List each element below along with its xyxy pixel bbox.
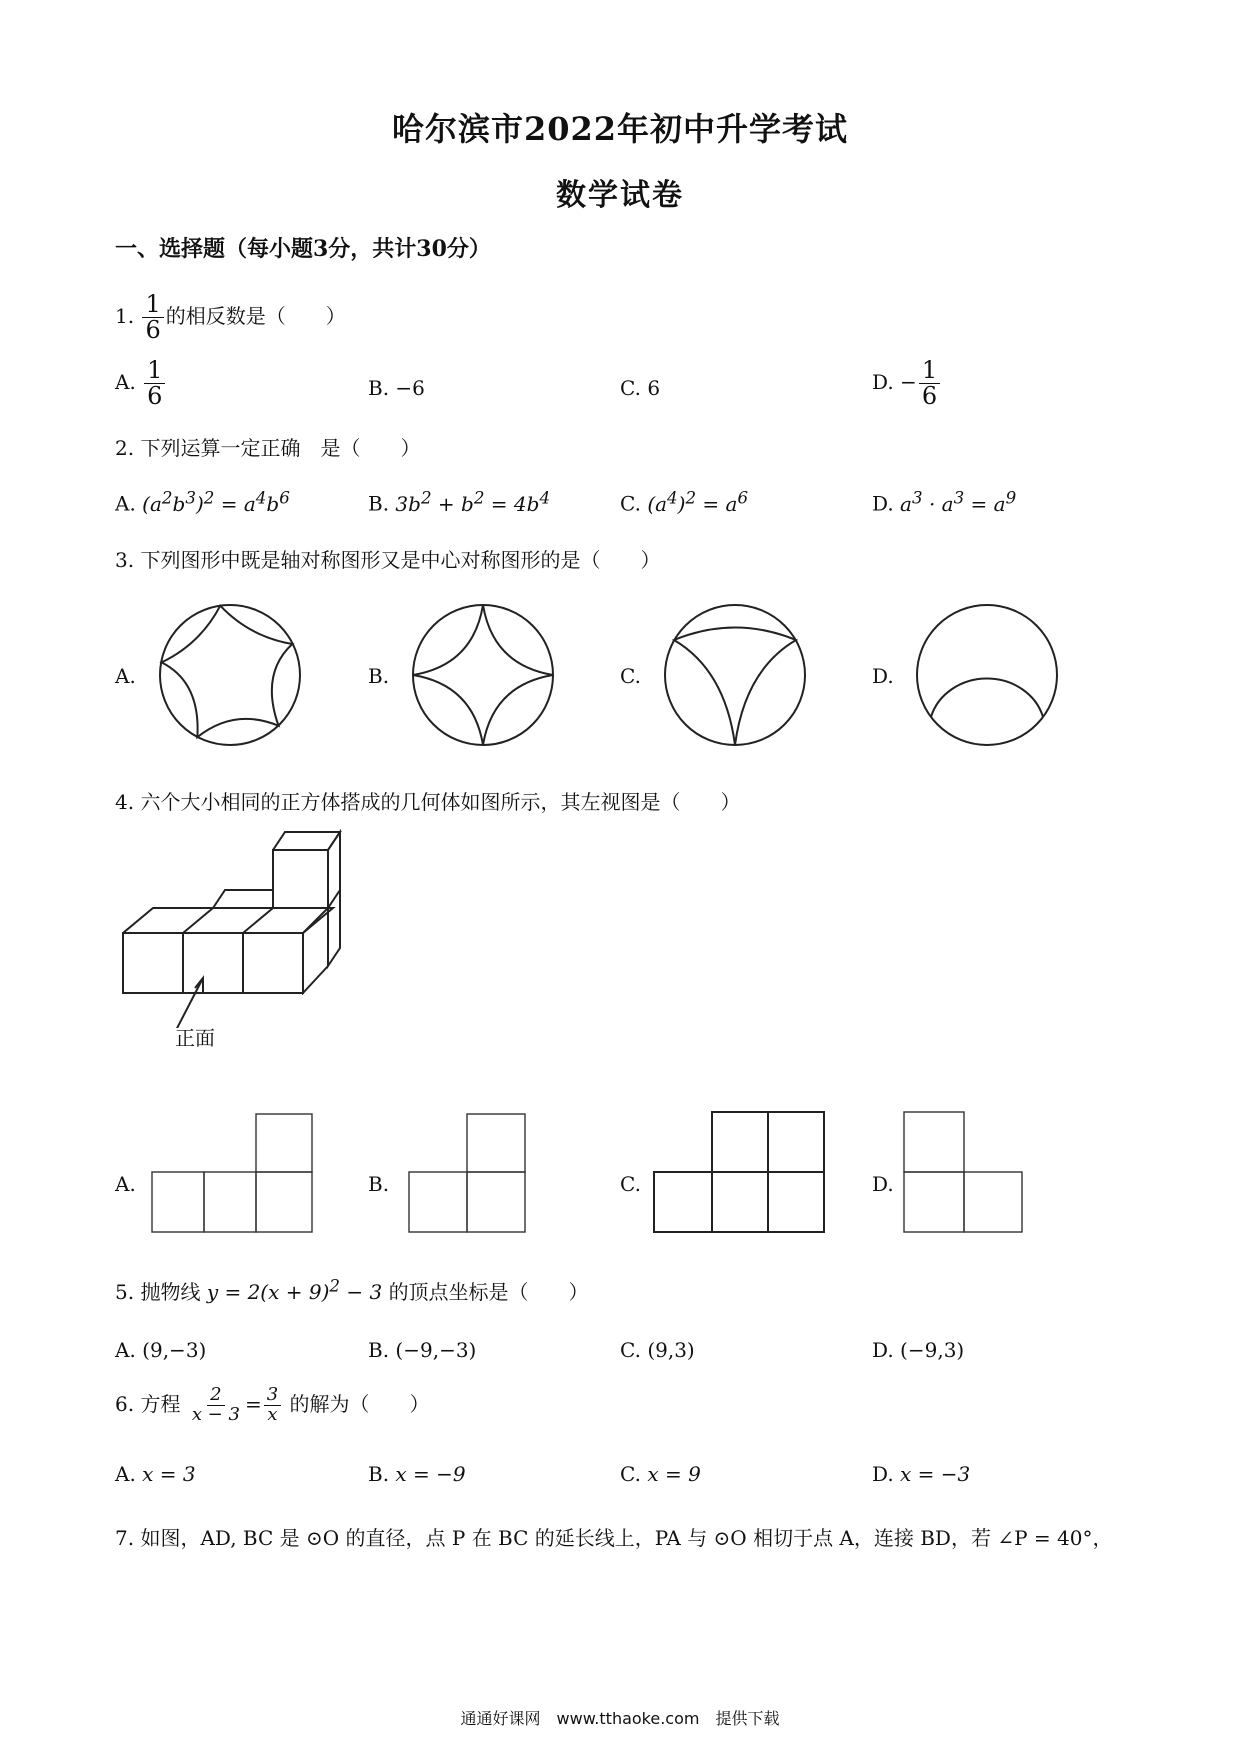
q1-fraction: $\frac{1}{6}$ [142, 292, 163, 343]
q3-option-a-label[interactable]: A. [115, 664, 136, 688]
q4-option-d-label[interactable]: D. [872, 1172, 894, 1196]
question-6: 6. 方程 $\frac{2}{x - 3}$ = $\frac{3}{x}$ 的解为（ ） [115, 1384, 430, 1425]
q5-option-b[interactable]: B. (−9,−3) [368, 1338, 477, 1362]
q4-view-c[interactable] [650, 1108, 830, 1243]
q5-option-d[interactable]: D. (−9,3) [872, 1338, 965, 1362]
q6-fraction-right: $\frac{3}{x}$ [264, 1386, 281, 1425]
q4-front-caption: 正面 [175, 1026, 215, 1050]
q5-option-a[interactable]: A. (9,−3) [115, 1338, 207, 1362]
q4-view-a[interactable] [148, 1110, 328, 1245]
page-footer: 通通好课网 www.tthaoke.com 提供下载 [460, 1709, 780, 1728]
q2-option-c[interactable]: C. $(a^4)^2 = a^6$ [620, 488, 749, 516]
q3-option-b-label[interactable]: B. [368, 664, 390, 688]
q4-option-a-label[interactable]: A. [115, 1172, 136, 1196]
q4-view-d[interactable] [900, 1108, 1030, 1243]
q4-solid-figure [115, 828, 365, 1028]
q1-option-a[interactable]: A. $\frac{1}{6}$ [115, 358, 167, 409]
q1-option-c[interactable]: C. 6 [620, 376, 661, 400]
q3-figure-c[interactable] [660, 600, 810, 750]
q1-option-b[interactable]: B. −6 [368, 376, 425, 400]
q6-option-d[interactable]: D. x = −3 [872, 1462, 971, 1486]
question-3: 3. 下列图形中既是轴对称图形又是中心对称图形的是（ ） [115, 548, 661, 572]
q3-figure-a[interactable] [155, 600, 305, 750]
q5-option-c[interactable]: C. (9,3) [620, 1338, 695, 1362]
q3-figure-b[interactable] [408, 600, 558, 750]
q3-option-d-label[interactable]: D. [872, 664, 894, 688]
exam-subtitle: 数学试卷 [556, 178, 684, 213]
q1-text: 的相反数是（ ） [165, 304, 346, 329]
q4-view-b[interactable] [405, 1110, 535, 1245]
question-2: 2. 下列运算一定正确 是（ ） [115, 436, 421, 460]
question-7: 7. 如图，AD, BC 是 ⊙O 的直径，点 P 在 BC 的延长线上，PA 与 ⊙O 相切于点 A，连接 BD，若 ∠P = 40°， [115, 1526, 1113, 1550]
question-4: 4. 六个大小相同的正方体搭成的几何体如图所示，其左视图是（ ） [115, 790, 741, 814]
q6-fraction-left: $\frac{2}{x - 3}$ [191, 1384, 240, 1425]
section-heading: 一、选择题（每小题3分，共计30分） [115, 236, 491, 262]
q2-option-b[interactable]: B. $3b^2 + b^2 = 4b^4$ [368, 488, 551, 516]
q5-equation: $y = 2(x + 9)^2 - 3$ [206, 1276, 383, 1304]
q1-number: 1. [115, 304, 135, 329]
q3-option-c-label[interactable]: C. [620, 664, 641, 688]
q2-option-a[interactable]: A. $(a^2b^3)^2 = a^4b^6$ [115, 488, 290, 516]
q3-figure-d[interactable] [912, 600, 1062, 750]
question-1 [115, 292, 346, 343]
exam-title: 哈尔滨市2022年初中升学考试 [391, 110, 849, 148]
q1-option-d[interactable]: D. − $\frac{1}{6}$ [872, 358, 942, 409]
q2-option-d[interactable]: D. $a^3 \cdot a^3 = a^9$ [872, 488, 1017, 516]
q6-option-a[interactable]: A. x = 3 [115, 1462, 196, 1486]
question-5: 5. 抛物线 $y = 2(x + 9)^2 - 3$ 的顶点坐标是（ ） [115, 1276, 589, 1304]
q4-option-c-label[interactable]: C. [620, 1172, 641, 1196]
q4-option-b-label[interactable]: B. [368, 1172, 390, 1196]
q6-option-b[interactable]: B. x = −9 [368, 1462, 466, 1486]
q6-option-c[interactable]: C. x = 9 [620, 1462, 701, 1486]
